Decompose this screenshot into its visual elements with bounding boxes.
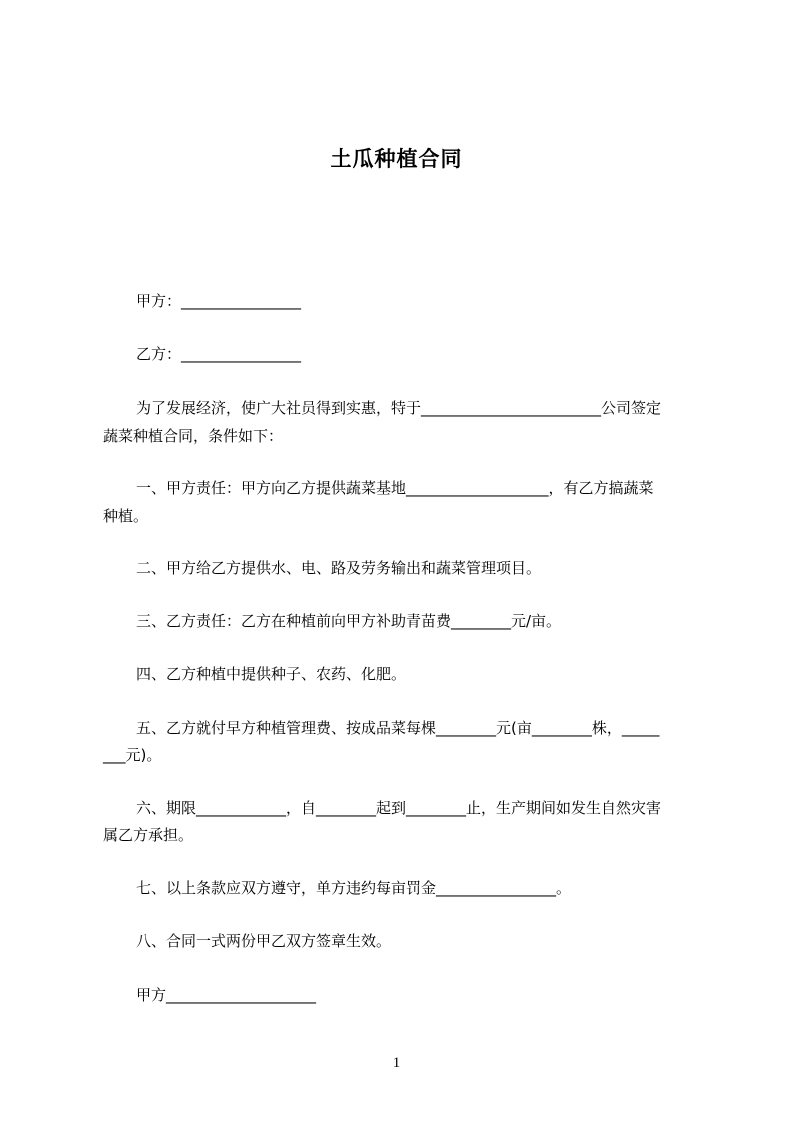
- clause-5-line2: ___元)。: [103, 746, 162, 764]
- signature-party-a: 甲方____________________: [136, 986, 317, 1004]
- clause-7: 七、以上条款应双方遵守，单方违约每亩罚金________________。: [136, 879, 572, 897]
- party-a-line: 甲方：________________: [136, 292, 302, 310]
- clause-5-line1: 五、乙方就付早方种植管理费、按成品菜每棵________元(亩________株，_____: [136, 719, 660, 737]
- page-number: 1: [392, 1055, 401, 1071]
- page-title: 土瓜种植合同: [330, 147, 463, 171]
- clause-1-line1: 一、甲方责任：甲方向乙方提供蔬菜基地___________________，有乙方搞蔬菜: [136, 479, 654, 497]
- clause-2: 二、甲方给乙方提供水、电、路及劳务输出和蔬菜管理项目。: [136, 559, 542, 577]
- intro-paragraph-line1: 为了发展经济，使广大社员得到实惠，特于________________________公司签定: [136, 399, 662, 417]
- clause-8: 八、合同一式两份甲乙双方签章生效。: [136, 932, 392, 950]
- clause-6-line1: 六、期限____________，自________起到________止，生产期间如发生自然灾害: [136, 799, 662, 817]
- party-b-line: 乙方：________________: [136, 345, 302, 363]
- clause-6-line2: 属乙方承担。: [103, 826, 194, 844]
- clause-1-line2: 种植。: [103, 507, 149, 525]
- clause-4: 四、乙方种植中提供种子、农药、化肥。: [136, 665, 407, 683]
- intro-paragraph-line2: 蔬菜种植合同，条件如下：: [103, 427, 284, 445]
- clause-3: 三、乙方责任：乙方在种植前向甲方补助青苗费________元/亩。: [136, 612, 562, 630]
